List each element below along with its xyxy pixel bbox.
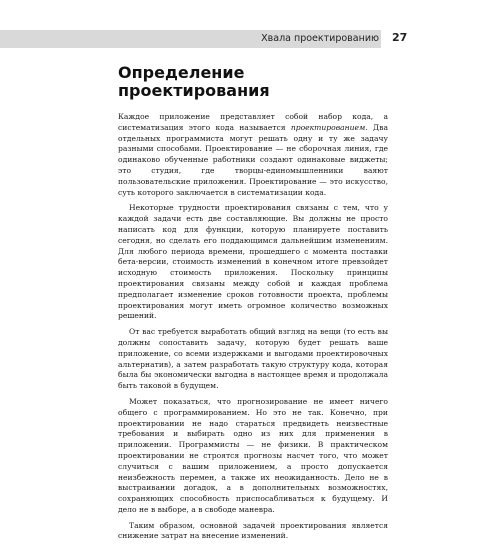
paragraph-1-emphasis: проектированием: [290, 122, 366, 132]
page-number: 27: [392, 31, 408, 44]
paragraph-2: Некоторые трудности проектирования связаны с тем, что у каждой задачи есть две составляющие. Вы должны не просто написать код для функции, которую планируете поставить сегодня, но сделать его поддающимся дальнейшим изменениям. Для любого периода времени, прошедшего с момента поставки бета-версии, стоимость изменений в конечном итоге превзойдет исходную стоимость приложения. Поскольку принципы проектирования связаны между собой и каждая проблема предполагает изменение сроков готовности проекта, проблемы проектирования могут иметь огромное количество возможных решений.: [118, 203, 388, 321]
paragraph-1-before: Каждое приложение представляет собой набор кода, а систематизация этого кода называется: [118, 112, 388, 132]
paragraph-1-after: . Два отдельных программиста могут решать одну и ту же задачу разными способами. Проектирование — не сборочная линия, где одинаково обученные работники создают одинаковые виджеты; это студия, где творцы-единомышленники ваяют пользовательские приложения. Проектирование — это искусство, суть которого заключается в систематизации кода.: [118, 122, 388, 197]
section-title: Определение проектирования: [118, 63, 270, 100]
paragraph-5: Таким образом, основной задачей проектирования является снижение затрат на внесение изменений.: [118, 520, 388, 541]
paragraph-4: Может показаться, что прогнозирование не имеет ничего общего с программированием. Но это не так. Конечно, при проектировании не надо стараться предвидеть неизвестные требования и выбирать одно из них для применения в приложении. Программисты — не физики. В практическом проектировании не строятся прогнозы насчет того, что может случиться с вашим приложением, а просто допускается неизбежность перемен, а также их неожиданность. Дело не в выстраивании догадок, а в дополнительных возможностях, сохраняющих способность приспосабливаться к будущему. И дело не в выборе, а в свободе маневра.: [118, 396, 388, 514]
body-text: [118, 112, 388, 547]
paragraph-1: [118, 112, 388, 198]
paragraph-3: От вас требуется выработать общий взгляд на вещи (то есть вы должны сопоставить задачу, которую будет решать ваше приложение, со всеми издержками и выгодами проектировочных альтернатив), а затем разработать такую структуру кода, которая была бы экономически выгодна в настоящее время и продолжала быть таковой в будущем.: [118, 327, 388, 391]
running-title: Хвала проектированию: [261, 33, 379, 44]
